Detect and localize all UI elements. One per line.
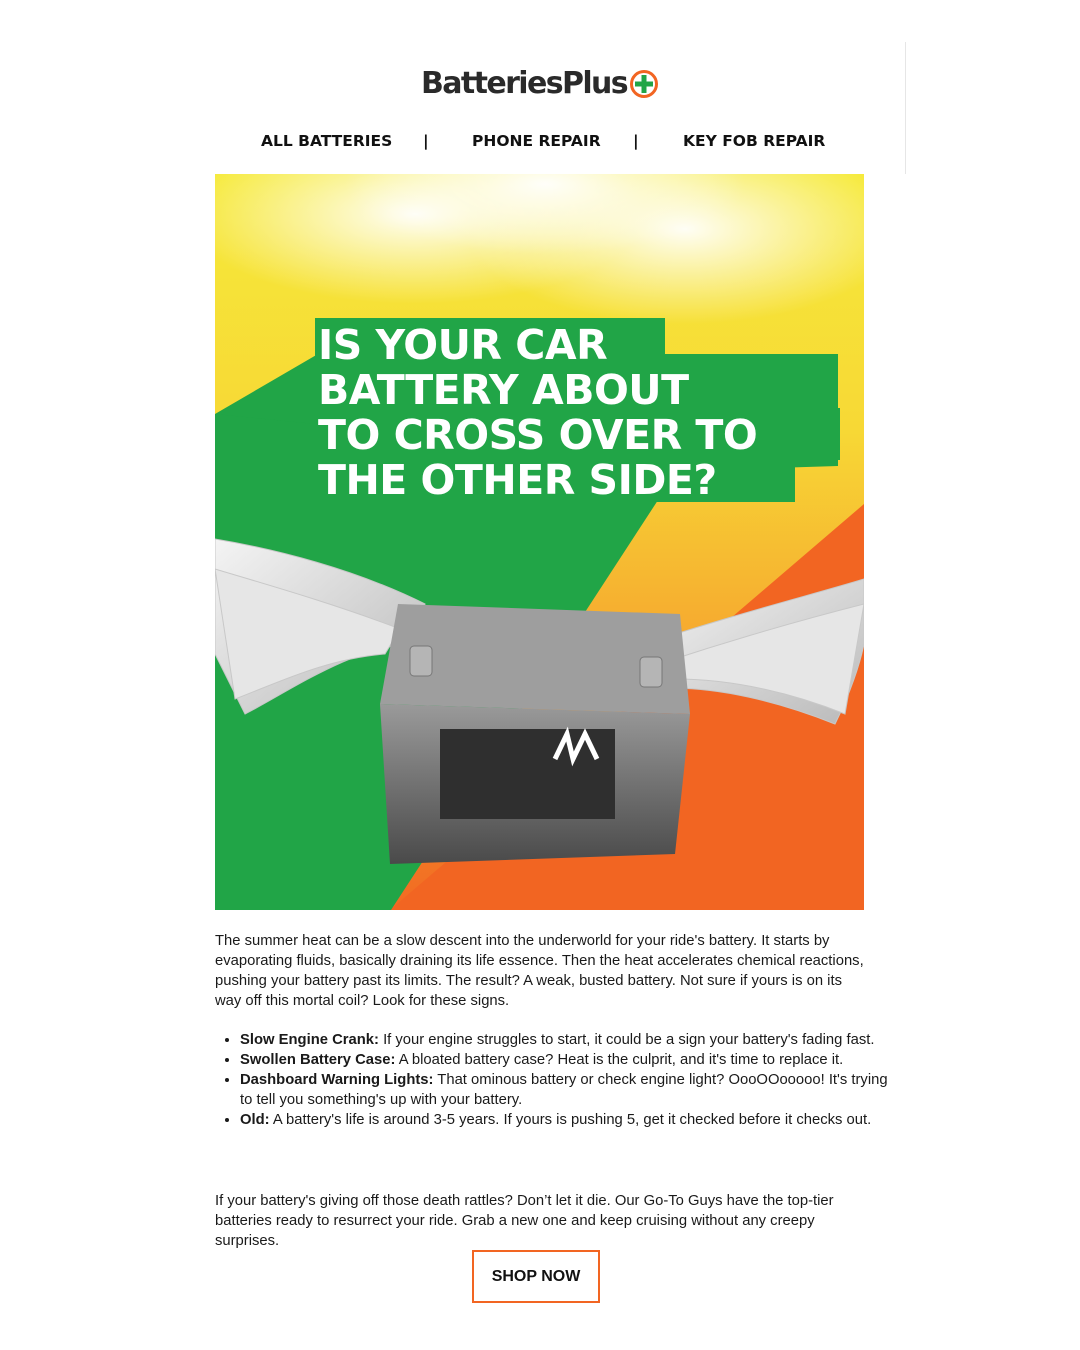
divider-line — [905, 42, 906, 174]
signs-list — [215, 1030, 895, 1130]
sign-title: Slow Engine Crank: — [240, 1032, 379, 1048]
brand-name: BatteriesPlus — [420, 66, 628, 101]
sign-title: Dashboard Warning Lights: — [240, 1072, 434, 1088]
top-nav — [215, 132, 863, 156]
headline-line: BATTERY ABOUT — [318, 366, 689, 414]
list-item — [240, 1110, 895, 1130]
sign-text: If your engine struggles to start, it could be a sign your battery's fading fast. — [378, 1032, 875, 1048]
sign-text: A bloated battery case? Heat is the culprit, and it's time to replace it. — [395, 1052, 844, 1068]
battery-image — [380, 604, 690, 864]
nav-separator: | — [633, 132, 639, 150]
shop-now-label: SHOP NOW — [491, 1267, 581, 1285]
hero-image — [215, 174, 864, 910]
nav-separator: | — [423, 132, 429, 150]
list-item — [240, 1030, 895, 1050]
headline-line: IS YOUR CAR — [318, 321, 608, 369]
nav-phone-repair[interactable]: PHONE REPAIR — [472, 132, 601, 150]
sign-text: That ominous battery or check engine light? OooOOooooo! It's trying to tell you something's up with your battery. — [240, 1072, 888, 1108]
hero-banner[interactable] — [215, 174, 864, 910]
sign-text: A battery's life is around 3-5 years. If yours is pushing 5, get it checked before it checks out. — [269, 1112, 872, 1128]
headline-line: THE OTHER SIDE? — [318, 456, 717, 504]
plus-icon — [629, 69, 659, 99]
sign-title: Swollen Battery Case: — [240, 1052, 396, 1068]
sign-title: Old: — [240, 1112, 270, 1128]
list-item — [240, 1050, 895, 1070]
nav-all-batteries[interactable]: ALL BATTERIES — [261, 132, 393, 150]
shop-now-button[interactable] — [472, 1250, 600, 1303]
nav-key-fob-repair[interactable]: KEY FOB REPAIR — [683, 132, 826, 150]
brand-logo[interactable] — [0, 66, 1080, 101]
list-item — [240, 1070, 895, 1110]
outro-paragraph: If your battery's giving off those death rattles? Don’t let it die. Our Go-To Guys have the top-tier batteries ready to resurrect your ride. Grab a new one and keep cruising without any creepy surprises. — [215, 1193, 834, 1249]
intro-paragraph: The summer heat can be a slow descent into the underworld for your ride's battery. It starts by evaporating fluids, basically draining its life essence. Then the heat accelerates chemical reactions, pushing your battery past its limits. The result? A weak, busted battery. Not sure if yours is on its way off this mortal coil? Look for these signs. — [215, 933, 864, 1009]
headline-line: TO CROSS OVER TO — [318, 411, 758, 459]
